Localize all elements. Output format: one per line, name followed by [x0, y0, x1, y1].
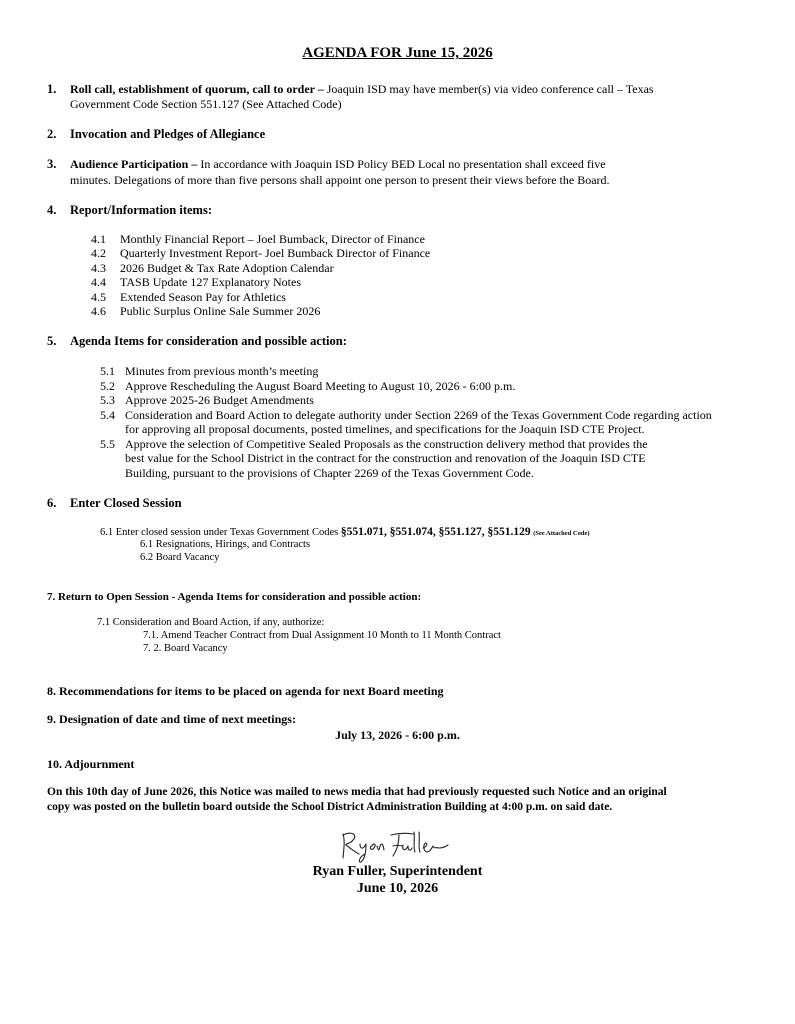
item-4-1: 4.1 Monthly Financial Report – Joel Bumback, Director of Finance — [91, 232, 425, 246]
item-8-heading: 8. Recommendations for items to be placed on agenda for next Board meeting — [47, 684, 444, 698]
item-6-1-sub-2: 6.2 Board Vacancy — [140, 552, 220, 563]
signature-date: June 10, 2026 — [356, 881, 439, 896]
item-6-1 — [100, 526, 590, 538]
item-5-number: 5. — [47, 334, 57, 348]
notice-line-1: On this 10th day of June 2026, this Notice was mailed to news media that had previously requested such Notice and an original — [47, 786, 667, 798]
item-6-1-text: 6.1 Enter closed session under Texas Government Codes — [100, 527, 339, 538]
item-7-1-sub-2: 7. 2. Board Vacancy — [143, 643, 228, 654]
item-1-text: Joaquin ISD may have member(s) via video conference call – Texas — [326, 82, 654, 96]
item-3-heading: Audience Participation – — [70, 157, 198, 171]
item-6-1-see-attached: (See Attached Code) — [533, 530, 590, 537]
item-5-5-line3: Building, pursuant to the provisions of Chapter 2269 of the Texas Government Code. — [125, 466, 534, 480]
item-4-2: 4.2 Quarterly Investment Report- Joel Bumback Director of Finance — [91, 246, 431, 260]
item-5-5-line2: best value for the School District in the contract for the construction and renovation of the Joaquin ISD CTE — [125, 451, 646, 465]
item-1-text-line2: Government Code Section 551.127 (See Attached Code) — [70, 97, 342, 111]
item-4-4: 4.4 TASB Update 127 Explanatory Notes — [91, 275, 302, 289]
item-6-number: 6. — [47, 496, 57, 510]
next-meeting-date: July 13, 2026 - 6:00 p.m. — [335, 728, 460, 742]
page-title: AGENDA FOR June 15, 2026 — [302, 45, 493, 61]
item-7-1: 7.1 Consideration and Board Action, if any, authorize: — [97, 617, 325, 628]
item-10-heading: 10. Adjournment — [47, 757, 135, 771]
item-5-4: 5.4 Consideration and Board Action to delegate authority under Section 2269 of the Texas Government Code regarding action — [100, 408, 712, 422]
item-1-number: 1. — [47, 82, 57, 96]
item-5-4-line2: for approving all proposal documents, posted timelines, and specifications for the Joaquin ISD CTE Project. — [125, 422, 645, 436]
item-3 — [70, 157, 606, 172]
item-4-6: 4.6 Public Surplus Online Sale Summer 2026 — [91, 304, 321, 318]
notice-line-2: copy was posted on the bulletin board outside the School District Administration Building at 4:00 p.m. on said date. — [47, 801, 613, 813]
handwritten-signature — [335, 826, 453, 866]
item-4-5: 4.5 Extended Season Pay for Athletics — [91, 290, 286, 304]
item-6-heading: Enter Closed Session — [70, 496, 182, 510]
item-5-heading: Agenda Items for consideration and possible action: — [70, 334, 347, 348]
item-3-text-line2: minutes. Delegations of more than five persons shall appoint one person to present their views before the Board. — [70, 173, 610, 187]
item-4-number: 4. — [47, 203, 57, 217]
item-1 — [70, 82, 654, 97]
item-5-3: 5.3 Approve 2025-26 Budget Amendments — [100, 393, 314, 407]
item-1-heading: Roll call, establishment of quorum, call to order – — [70, 82, 324, 96]
item-5-1: 5.1 Minutes from previous month’s meeting — [100, 364, 319, 378]
item-3-number: 3. — [47, 157, 57, 171]
item-7-1-sub-1: 7.1. Amend Teacher Contract from Dual Assignment 10 Month to 11 Month Contract — [143, 630, 501, 641]
item-9-heading: 9. Designation of date and time of next meetings: — [47, 712, 296, 726]
item-7-heading: 7. Return to Open Session - Agenda Items for consideration and possible action: — [47, 591, 422, 603]
item-5-2: 5.2 Approve Rescheduling the August Board Meeting to August 10, 2026 - 6:00 p.m. — [100, 379, 516, 393]
item-3-text: In accordance with Joaquin ISD Policy BED Local no presentation shall exceed five — [200, 157, 606, 171]
item-2-number: 2. — [47, 127, 57, 141]
item-6-1-codes: §551.071, §551.074, §551.127, §551.129 — [340, 526, 531, 538]
item-2-heading: Invocation and Pledges of Allegiance — [70, 127, 266, 141]
item-4-heading: Report/Information items: — [70, 203, 212, 217]
item-5-5: 5.5 Approve the selection of Competitive Sealed Proposals as the construction delivery method that provides the — [100, 437, 648, 451]
item-6-1-sub-1: 6.1 Resignations, Hirings, and Contracts — [140, 539, 311, 550]
signer-name: Ryan Fuller, Superintendent — [312, 864, 483, 879]
item-4-3: 4.3 2026 Budget & Tax Rate Adoption Calendar — [91, 261, 334, 275]
